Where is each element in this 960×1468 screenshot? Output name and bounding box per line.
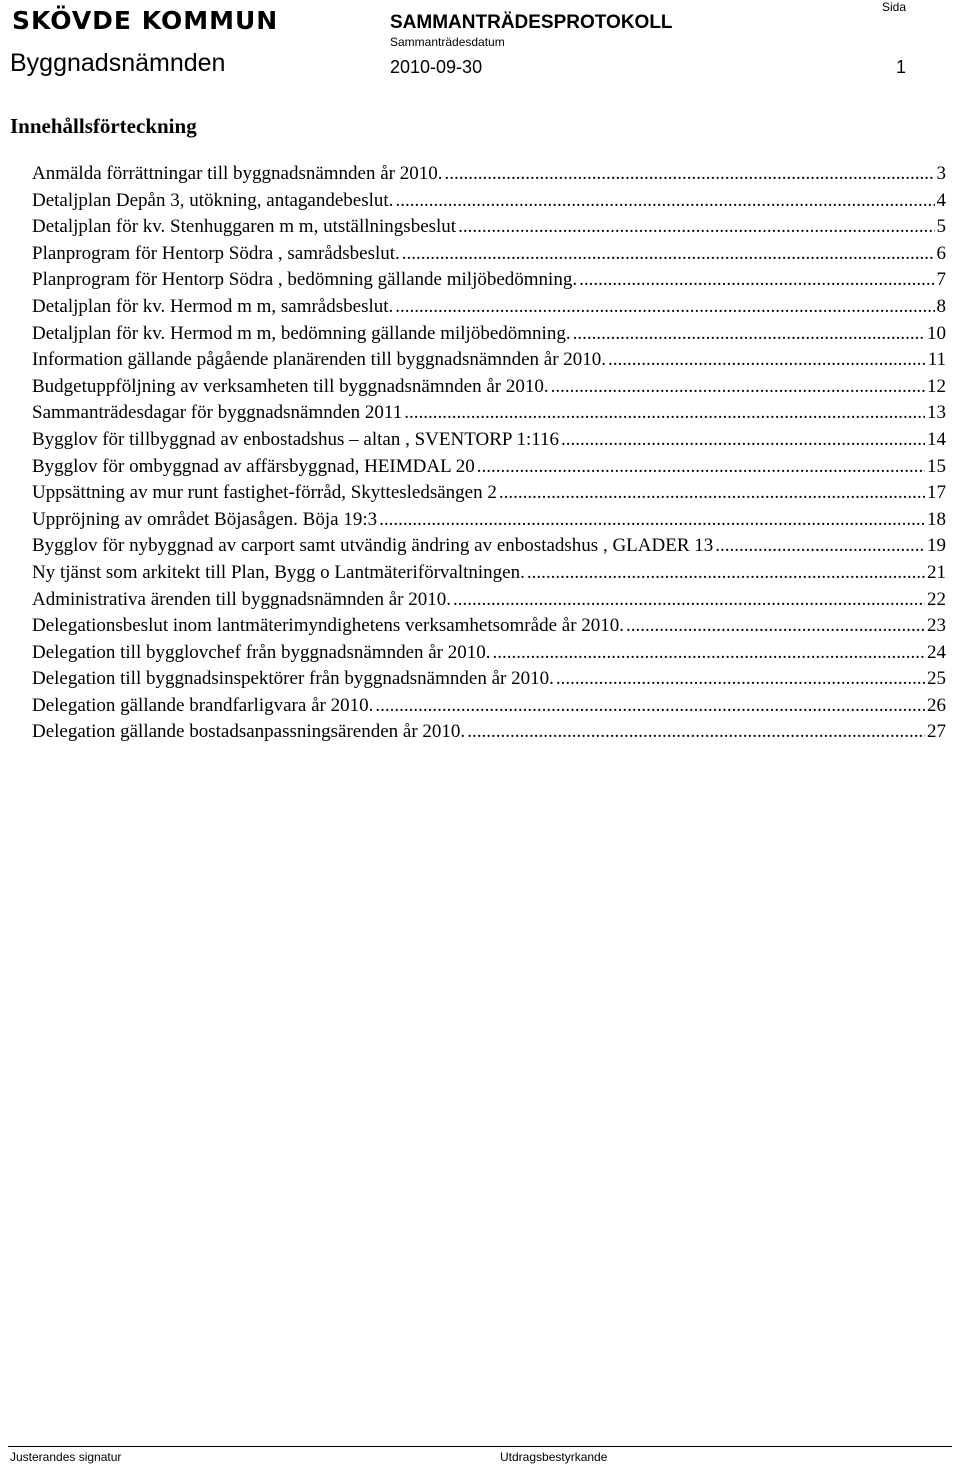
toc-entry-page: 14	[927, 428, 946, 450]
toc-dot-leader	[445, 161, 935, 188]
toc-entry[interactable]	[32, 507, 946, 534]
toc-dot-leader	[395, 188, 934, 215]
toc-entry[interactable]	[32, 666, 946, 693]
toc-entry-title: Ny tjänst som arkitekt till Plan, Bygg o Lantmäteriförvaltningen.	[32, 561, 525, 583]
toc-dot-leader	[626, 613, 925, 640]
toc-entry[interactable]	[32, 454, 946, 481]
toc-entry-page: 12	[927, 375, 946, 397]
toc-dot-leader	[379, 507, 925, 534]
toc-entry[interactable]	[32, 347, 946, 374]
page-number: 1	[896, 57, 907, 77]
toc-entry-page: 4	[936, 189, 946, 211]
toc-dot-leader	[573, 321, 925, 348]
municipality-logo: SKÖVDE KOMMUN	[12, 6, 279, 35]
toc-entry-page: 3	[936, 163, 946, 184]
toc-entry-page: 13	[927, 402, 946, 424]
toc-dot-leader	[477, 454, 925, 481]
toc-entry-title: Delegation gällande bostadsanpassningsärenden år 2010.	[32, 721, 466, 743]
toc-dot-leader	[527, 560, 925, 587]
toc-dot-leader	[561, 427, 925, 454]
toc-entry-page: 18	[927, 508, 946, 530]
toc-entry-page: 17	[927, 482, 946, 504]
toc-entry-page: 15	[927, 455, 946, 477]
footer-divider	[8, 1446, 952, 1447]
toc-entry-page: 27	[927, 721, 946, 743]
toc-entry[interactable]	[32, 533, 946, 560]
toc-entry-title: Sammanträdesdagar för byggnadsnämnden 2011	[32, 402, 403, 424]
toc-entry-title: Anmälda förrättningar till byggnadsnämnden år 2010.	[32, 163, 443, 184]
toc-dot-leader	[579, 267, 934, 294]
toc-dot-leader	[556, 666, 925, 693]
toc-entry-title: Detaljplan för kv. Hermod m m, samrådsbeslut.	[32, 295, 394, 317]
toc-entry-title: Information gällande pågående planärenden till byggnadsnämnden år 2010.	[32, 349, 607, 371]
toc-entry-title: Bygglov för tillbyggnad av enbostadshus – altan , SVENTORP 1:116	[32, 428, 560, 450]
toc-entry-title: Bygglov för ombyggnad av affärsbyggnad, HEIMDAL 20	[32, 455, 475, 477]
toc-dot-leader	[375, 693, 925, 720]
toc-dot-leader	[493, 640, 925, 667]
toc-dot-leader	[608, 347, 926, 374]
toc-entry-title: Budgetuppföljning av verksamheten till byggnadsnämnden år 2010.	[32, 375, 549, 397]
toc-entry-title: Planprogram för Hentorp Södra , samrådsbeslut.	[32, 242, 400, 264]
extract-certification-label: Utdragsbestyrkande	[500, 1450, 608, 1464]
document-type: SAMMANTRÄDESPROTOKOLL	[390, 12, 673, 33]
toc-entry[interactable]	[32, 294, 946, 321]
toc-dot-leader	[499, 480, 925, 507]
toc-entry[interactable]	[32, 321, 946, 348]
toc-dot-leader	[467, 719, 925, 746]
toc-entry-title: Administrativa ärenden till byggnadsnämnden år 2010.	[32, 588, 451, 610]
toc-entry-title: Delegationsbeslut inom lantmäterimyndighetens verksamhetsområde år 2010.	[32, 615, 625, 637]
toc-entry-title: Detaljplan för kv. Hermod m m, bedömning gällande miljöbedömning.	[32, 322, 571, 344]
toc-entry-page: 10	[927, 322, 946, 344]
toc-entry-page: 24	[927, 641, 946, 663]
meeting-date-label: Sammanträdesdatum	[390, 35, 505, 49]
page-label: Sida	[882, 0, 907, 14]
toc-entry[interactable]	[32, 400, 946, 427]
toc-dot-leader	[458, 214, 934, 241]
toc-entry-title: Uppsättning av mur runt fastighet-förråd, Skyttesledsängen 2	[32, 482, 497, 504]
toc-entry[interactable]	[32, 161, 946, 188]
toc-entry-title: Delegation gällande brandfarligvara år 2010.	[32, 694, 374, 716]
toc-entry[interactable]	[32, 188, 946, 215]
toc-dot-leader	[395, 294, 934, 321]
toc-entry[interactable]	[32, 693, 946, 720]
toc-entry[interactable]	[32, 613, 946, 640]
toc-entry[interactable]	[32, 560, 946, 587]
toc-entry-title: Delegation till byggnadsinspektörer från byggnadsnämnden år 2010.	[32, 668, 554, 690]
department-name: Byggnadsnämnden	[10, 49, 226, 77]
toc-entry[interactable]	[32, 640, 946, 667]
toc-entry-page: 22	[927, 588, 946, 610]
toc-entry-title: Delegation till bygglovchef från byggnadsnämnden år 2010.	[32, 641, 491, 663]
toc-entry-page: 25	[927, 668, 946, 690]
toc-dot-leader	[402, 241, 935, 268]
toc-entry-title: Detaljplan för kv. Stenhuggaren m m, utställningsbeslut	[32, 216, 457, 238]
toc-entry-page: 19	[927, 535, 946, 557]
toc-dot-leader	[453, 587, 925, 614]
meeting-date: 2010-09-30	[390, 57, 483, 77]
toc-entry-page: 26	[927, 694, 946, 716]
toc-entry-page: 6	[936, 242, 946, 264]
toc-entry-page: 21	[927, 561, 946, 583]
toc-entry-page: 5	[936, 216, 946, 238]
toc-entry-title: Detaljplan Depån 3, utökning, antagandebeslut.	[32, 189, 394, 211]
toc-entry[interactable]	[32, 719, 946, 746]
toc-entry-title: Uppröjning av området Böjasågen. Böja 19:3	[32, 508, 378, 530]
table-of-contents	[32, 161, 946, 746]
toc-entry[interactable]	[32, 374, 946, 401]
toc-entry[interactable]	[32, 241, 946, 268]
toc-entry[interactable]	[32, 480, 946, 507]
toc-entry-page: 8	[936, 295, 946, 317]
toc-dot-leader	[551, 374, 925, 401]
toc-entry[interactable]	[32, 214, 946, 241]
toc-dot-leader	[715, 533, 925, 560]
signature-label: Justerandes signatur	[10, 1450, 122, 1464]
toc-dot-leader	[404, 400, 925, 427]
toc-entry-page: 11	[927, 349, 946, 371]
toc-entry-title: Planprogram för Hentorp Södra , bedömning gällande miljöbedömning.	[32, 269, 578, 291]
toc-entry[interactable]	[32, 587, 946, 614]
toc-entry-title: Bygglov för nybyggnad av carport samt utvändig ändring av enbostadshus , GLADER 13	[32, 535, 714, 557]
toc-entry[interactable]	[32, 267, 946, 294]
toc-entry-page: 7	[936, 269, 946, 291]
toc-title: Innehållsförteckning	[10, 114, 197, 138]
toc-entry-page: 23	[927, 615, 946, 637]
toc-entry[interactable]	[32, 427, 946, 454]
